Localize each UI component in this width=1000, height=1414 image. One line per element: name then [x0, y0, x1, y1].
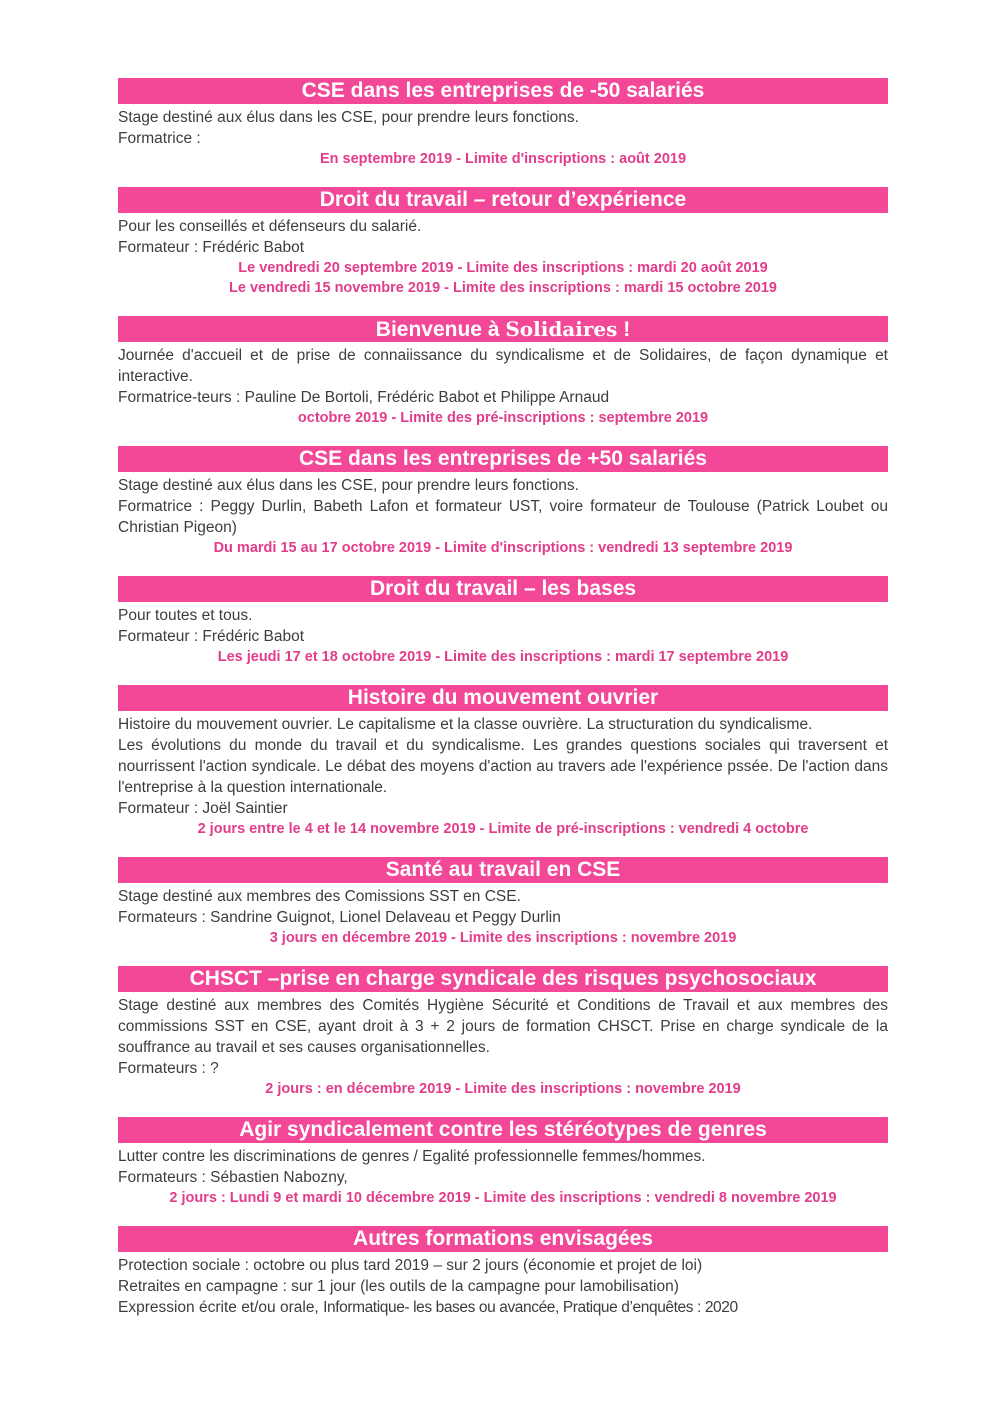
course-section-chsct-risques-psychosociaux [118, 966, 888, 1099]
course-description: Pour les conseillés et défenseurs du salarié. [118, 218, 422, 235]
course-trainer: Formatrice : [118, 130, 201, 147]
course-section-droit-retour-experience [118, 187, 888, 298]
section-title-bar [118, 966, 888, 992]
course-trainer: Formateurs : Sébastien Nabozny, [118, 1169, 348, 1186]
course-description: Histoire du mouvement ouvrier. Le capitalisme et la classe ouvrière. La structuration du syndicalisme. [118, 716, 813, 733]
course-description-mixed [118, 1297, 888, 1318]
section-title: Droit du travail – les bases [369, 577, 637, 600]
course-description-part-a: Expression écrite et/ou orale, [118, 1299, 324, 1316]
section-title: CHSCT –prise en charge syndicale des risques psychosociaux [189, 967, 817, 990]
section-title-bar [118, 446, 888, 472]
course-trainer: Formatrice : Peggy Durlin, Babeth Lafon et formateur UST, voire formateur de Toulouse (Patrick Loubet ou Christian Pigeon) [118, 498, 888, 536]
course-schedule: Du mardi 15 au 17 octobre 2019 - Limite d'inscriptions : vendredi 13 septembre 2019 [213, 540, 793, 556]
section-title-prefix: Bienvenue à [375, 318, 506, 341]
course-trainer: Formateur : Frédéric Babot [118, 628, 305, 645]
course-schedule: 2 jours : Lundi 9 et mardi 10 décembre 2019 - Limite des inscriptions : vendredi 8 novembre 2019 [169, 1190, 837, 1206]
section-title: Histoire du mouvement ouvrier [347, 686, 659, 709]
section-title-bar [118, 1117, 888, 1143]
section-title: Agir syndicalement contre les stéréotypes de genres [239, 1118, 767, 1141]
course-schedule: octobre 2019 - Limite des pré-inscriptions : septembre 2019 [297, 410, 709, 426]
section-title: Droit du travail – retour d’expérience [319, 188, 687, 211]
course-section-bienvenue-solidaires [118, 316, 888, 428]
course-trainer: Formatrice-teurs : Pauline De Bortoli, Frédéric Babot et Philippe Arnaud [118, 389, 610, 406]
course-schedule: Le vendredi 15 novembre 2019 - Limite des inscriptions : mardi 15 octobre 2019 [229, 280, 777, 296]
course-section-sante-travail-cse [118, 857, 888, 948]
section-title-bar [118, 187, 888, 213]
course-description: Stage destiné aux élus dans les CSE, pour prendre leurs fonctions. [118, 477, 579, 494]
course-description: Journée d'accueil et de prise de connaiissance du syndicalisme et de Solidaires, de façon dynamique et interactive. [118, 347, 888, 385]
section-title-bar [118, 1226, 888, 1252]
section-title-bar [118, 78, 888, 104]
course-schedule: 2 jours : en décembre 2019 - Limite des inscriptions : novembre 2019 [265, 1081, 741, 1097]
course-description: Lutter contre les discriminations de genres / Egalité professionnelle femmes/hommes. [118, 1148, 706, 1165]
section-title-bar [118, 857, 888, 883]
course-section-autres-formations [118, 1226, 888, 1318]
course-description-part-b: Informatique- les bases ou avancée, Pratique d’enquêtes : 2020 [323, 1299, 738, 1316]
course-schedule: Le vendredi 20 septembre 2019 - Limite des inscriptions : mardi 20 août 2019 [238, 260, 768, 276]
course-section-cse-moins-50 [118, 78, 888, 169]
course-trainer: Formateurs : ? [118, 1060, 219, 1077]
course-description: Stage destiné aux élus dans les CSE, pour prendre leurs fonctions. [118, 109, 579, 126]
section-title-brand: Solidaires [505, 317, 618, 341]
course-section-histoire-mouvement-ouvrier [118, 685, 888, 839]
section-title-bar [118, 316, 888, 342]
section-title: CSE dans les entreprises de +50 salariés [299, 447, 707, 470]
course-description: Stage destiné aux membres des Comités Hygiène Sécurité et Conditions de Travail et aux membres des commissions SST en CSE, ayant droit à 3 + 2 jours de formation CHSCT. Prise en charge syndicale de la souffrance au travail et ses causes organisationnelles. [118, 997, 888, 1056]
course-section-droit-les-bases [118, 576, 888, 667]
course-description: Stage destiné aux membres des Comissions SST en CSE. [118, 888, 521, 905]
course-schedule: Les jeudi 17 et 18 octobre 2019 - Limite des inscriptions : mardi 17 septembre 2019 [217, 649, 789, 665]
course-trainer: Formateurs : Sandrine Guignot, Lionel Delaveau et Peggy Durlin [118, 909, 561, 926]
course-trainer: Formateur : Joël Saintier [118, 800, 288, 817]
course-schedule: En septembre 2019 - Limite d'inscriptions : août 2019 [319, 151, 687, 167]
section-title-bar [118, 576, 888, 602]
course-schedule: 3 jours en décembre 2019 - Limite des inscriptions : novembre 2019 [269, 930, 737, 946]
course-section-cse-plus-50 [118, 446, 888, 558]
course-description: Retraites en campagne : sur 1 jour (les outils de la campagne pour lamobilisation) [118, 1278, 679, 1295]
course-description: Les évolutions du monde du travail et du syndicalisme. Les grandes questions sociales qui traversent et nourrissent l'action syndicale. Le débat des moyens d'action au travers ade l'expérience pssée. De l'action dans l'entreprise à la question internationale. [118, 737, 888, 796]
course-section-stereotypes-de-genres [118, 1117, 888, 1208]
section-title: CSE dans les entreprises de -50 salariés [301, 79, 705, 102]
section-title-suffix: ! [617, 318, 631, 341]
course-description: Pour toutes et tous. [118, 607, 253, 624]
course-trainer: Formateur : Frédéric Babot [118, 239, 305, 256]
course-description: Protection sociale : octobre ou plus tard 2019 – sur 2 jours (économie et projet de loi) [118, 1257, 703, 1274]
section-title: Autres formations envisagées [353, 1227, 653, 1250]
section-title-bar [118, 685, 888, 711]
course-schedule: 2 jours entre le 4 et le 14 novembre 2019 - Limite de pré-inscriptions : vendredi 4 octobre [197, 821, 809, 837]
section-title: Santé au travail en CSE [385, 858, 621, 881]
